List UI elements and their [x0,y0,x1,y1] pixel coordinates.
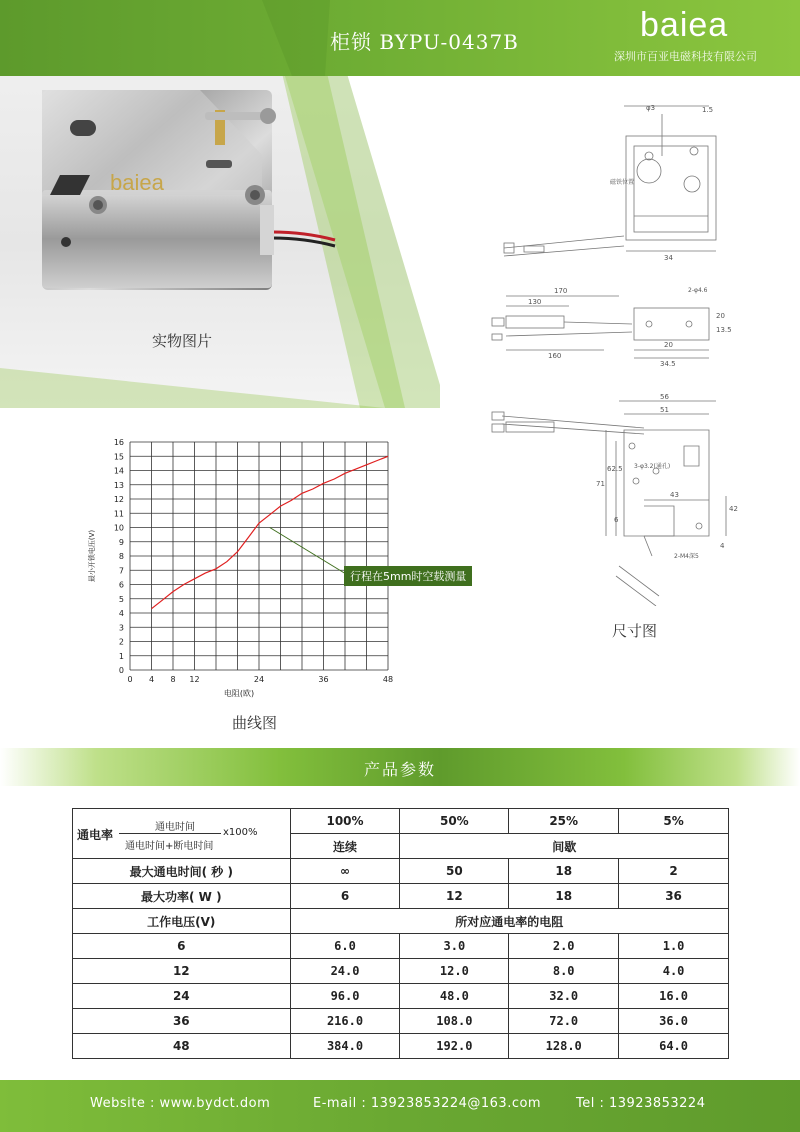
y-tick-label: 0 [118,666,124,675]
dim-bot-w1: 56 [660,393,669,401]
resistance-value: 2.0 [509,934,619,959]
resistance-value: 128.0 [509,1034,619,1059]
y-axis-label: 最小开锁电压(V) [88,529,96,583]
dim-top-w: 34 [664,254,673,262]
resistance-value: 32.0 [509,984,619,1009]
chart-caption: 曲线图 [232,714,278,732]
params-section-title: 产品参数 [363,760,436,779]
y-tick-label: 7 [118,566,124,576]
chart-annotation: 行程在5mm时空载测量 [344,566,472,586]
table-row [73,1009,729,1034]
max-power-label: 最大功率( W ) [73,884,291,909]
resistance-label: 所对应通电率的电阻 [290,909,728,934]
y-tick-label: 14 [113,466,124,476]
product-logo: baiea [110,170,164,195]
x-axis-label: 电阻(欧) [223,689,255,698]
y-tick-label: 15 [113,452,124,462]
dim-mid-wire: 130 [528,298,542,306]
dim-bot-h2: 62.5 [607,465,623,473]
mode-continuous: 连续 [290,834,400,859]
duty-value: 25% [509,809,619,834]
dim-mid-h1: 20 [716,312,725,320]
dim-top-d1: φ3 [646,104,656,112]
resistance-value: 64.0 [619,1034,729,1059]
resistance-value: 1.0 [619,934,729,959]
dim-bot-h3: 42 [729,505,738,513]
brand-logo: baiea [640,6,729,44]
voltage-label: 工作电压(V) [73,909,291,934]
dim-bot-b: 4 [720,542,725,550]
duty-value: 50% [400,809,509,834]
table-row [73,809,729,834]
y-tick-label: 10 [113,523,124,533]
resistance-value: 3.0 [400,934,509,959]
y-tick-label: 11 [113,509,124,519]
resistance-value: 4.0 [619,959,729,984]
dim-bot-w2: 51 [660,406,669,414]
y-tick-label: 16 [113,438,124,447]
dim-mid-w1: 20 [664,341,673,349]
table-row [73,859,729,884]
y-tick-label: 9 [118,537,124,547]
duty-value: 100% [290,809,400,834]
y-tick-label: 8 [118,552,124,561]
voltage-value: 36 [73,1009,291,1034]
dim-mid-w2: 34.5 [660,360,676,368]
duty-multiplier: x100% [223,827,258,838]
resistance-value: 72.0 [509,1009,619,1034]
dim-bot-hole1: 3-φ3.2(通孔) [634,463,671,470]
chart-x-ticks [127,675,393,684]
dimension-drawings [484,96,784,606]
voltage-value: 12 [73,959,291,984]
y-tick-label: 5 [118,594,124,604]
company-name: 深圳市百亚电磁科技有限公司 [614,50,757,63]
y-tick-label: 12 [113,495,124,504]
page-title: 柜锁 BYPU-0437B [330,30,519,54]
resistance-value: 24.0 [290,959,400,984]
table-row [73,934,729,959]
dim-top-side: 磁铁位置 [610,179,635,186]
y-tick-label: 3 [118,623,124,633]
y-tick-label: 1 [118,651,124,661]
table-row [73,1034,729,1059]
duty-denominator: 通电时间+断电时间 [125,841,214,852]
x-tick-label: 0 [127,675,133,684]
photo-caption: 实物图片 [152,332,213,350]
y-tick-label: 2 [118,637,124,647]
resistance-value: 192.0 [400,1034,509,1059]
dim-top-d2: 1.5 [702,106,714,114]
dim-bot-hole2: 2-M4深5 [674,553,699,560]
dim-mid-h2: 13.5 [716,326,732,334]
resistance-value: 216.0 [290,1009,400,1034]
duty-label: 通电率 [77,828,114,842]
resistance-value: 8.0 [509,959,619,984]
table-row [73,884,729,909]
resistance-value: 384.0 [290,1034,400,1059]
duty-value: 5% [619,809,729,834]
footer-website[interactable]: Website : www.bydct.dom [90,1096,271,1111]
x-tick-label: 12 [189,675,200,684]
table-row [73,909,729,934]
y-tick-label: 4 [118,609,124,618]
max-power-value: 6 [290,884,400,909]
resistance-value: 6.0 [290,934,400,959]
footer-phone: Tel : 13923853224 [576,1096,706,1111]
resistance-value: 36.0 [619,1009,729,1034]
resistance-value: 48.0 [400,984,509,1009]
x-tick-label: 8 [170,675,176,684]
max-time-value: 50 [400,859,509,884]
dim-bot-a: 6 [614,516,619,524]
duty-numerator: 通电时间 [155,822,195,833]
max-power-value: 36 [619,884,729,909]
x-tick-label: 48 [382,675,394,684]
x-tick-label: 36 [318,675,329,684]
dim-bot-h1: 71 [596,480,605,488]
voltage-value: 24 [73,984,291,1009]
max-time-value: ∞ [290,859,400,884]
max-time-value: 2 [619,859,729,884]
spec-table [72,808,729,1059]
x-tick-label: 4 [148,675,155,684]
max-time-value: 18 [509,859,619,884]
resistance-value: 96.0 [290,984,400,1009]
resistance-value: 108.0 [400,1009,509,1034]
dim-mid-total: 170 [554,287,568,295]
dimensions-caption: 尺寸图 [612,622,658,640]
resistance-value: 16.0 [619,984,729,1009]
table-row [73,984,729,1009]
max-power-value: 18 [509,884,619,909]
max-power-value: 12 [400,884,509,909]
annotation-leader [270,528,346,575]
voltage-value: 6 [73,934,291,959]
duty-formula-cell [73,809,291,859]
max-time-label: 最大通电时间( 秒 ) [73,859,291,884]
table-row [73,959,729,984]
x-tick-label: 24 [253,675,265,684]
resistance-value: 12.0 [400,959,509,984]
dim-mid-len: 160 [548,352,562,360]
y-tick-label: 6 [118,580,124,590]
duty-fraction-bar [119,833,221,834]
y-tick-label: 13 [113,480,124,490]
dim-mid-hole: 2-φ4.6 [688,287,708,294]
dim-bot-w3: 43 [670,491,679,499]
chart-grid [130,442,388,670]
chart-y-ticks [114,438,124,675]
mode-intermittent: 间歇 [400,834,729,859]
footer-email[interactable]: E-mail : 13923853224@163.com [313,1096,542,1111]
voltage-value: 48 [73,1034,291,1059]
